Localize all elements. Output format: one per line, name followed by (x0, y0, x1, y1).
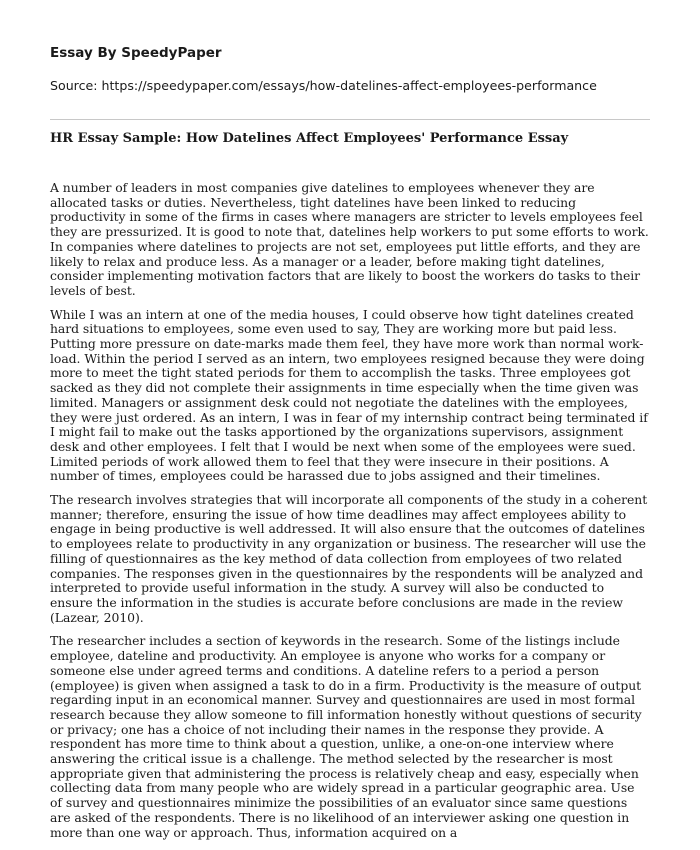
essay-title: HR Essay Sample: How Datelines Affect Employees' Performance Essay (50, 131, 569, 146)
paragraph-2: While I was an intern at one of the media houses, I could observe how tight datelines created hard situations to employees, some even used to say, They are working more but paid less. Putting more pressure on date-marks made them feel, they have more work than normal work-load. Within the period I served as an intern, two employees resigned because they were doing more to meet the tight stated periods for them to accomplish the tasks. Three employees got sacked as they did not complete their assignments in time especially when the time given was limited. Managers or assignment desk could not negotiate the datelines with the employees, they were just ordered. As an intern, I was in fear of my internship contract being terminated if I might fail to make out the tasks apportioned by the organizations supervisors, assignment desk and other employees. I felt that I would be next when some of the employees were sued. Limited periods of work allowed them to feel that they were insecure in their positions. A number of times, employees could be harassed due to jobs assigned and their timelines. (50, 306, 648, 484)
source-line: Source: https://speedypaper.com/essays/how-datelines-affect-employees-performance (50, 78, 597, 93)
essay-body (50, 181, 650, 840)
paragraph-1: A number of leaders in most companies give datelines to employees whenever they are allocated tasks or duties. Nevertheless, tight datelines have been linked to reducing productivity in some of the firms in cases where managers are stricter to levels employees feel they are pressurized. It is good to note that, datelines help workers to put some efforts to work. In companies where datelines to projects are not set, employees put little efforts, and they are likely to relax and produce less. As a manager or a leader, before making tight datelines, consider implementing motivation factors that are likely to boost the workers do tasks to their levels of best. (50, 180, 649, 298)
paragraph-3: The research involves strategies that will incorporate all components of the study in a coherent manner; therefore, ensuring the issue of how time deadlines may affect employees ability to engage in being productive is well addressed. It will also ensure that the outcomes of datelines to employees relate to productivity in any organization or business. The researcher will use the filling of questionnaires as the key method of data collection from employees of two related companies. The responses given in the questionnaires by the respondents will be analyzed and interpreted to provide useful information in the study. A survey will also be conducted to ensure the information in the studies is accurate before conclusions are made in the review (Lazear, 2010). (50, 492, 648, 625)
header-divider (50, 119, 650, 120)
paragraph-4: The researcher includes a section of keywords in the research. Some of the listings include employee, dateline and productivity. An employee is anyone who works for a company or someone else under agreed terms and conditions. A dateline refers to a period a person (employee) is given when assigned a task to do in a firm. Productivity is the measure of output regarding input in an economical manner. Survey and questionnaires are used in most formal research because they allow someone to fill information honestly without questions of security or privacy; one has a choice of not including their names in the response they provide. A respondent has more time to think about a question, unlike, a one-on-one interview where answering the critical issue is a challenge. The method selected by the researcher is most appropriate given that administering the process is relatively cheap and easy, especially when collecting data from many people who are widely spread in a particular geographic area. Use of survey and questionnaires minimize the possibilities of an evaluator since same questions are asked of the respondents. There is no likelihood of an interviewer asking one question in more than one way or approach. Thus, information acquired on a (50, 633, 642, 840)
brand-header: Essay By SpeedyPaper (50, 45, 222, 61)
